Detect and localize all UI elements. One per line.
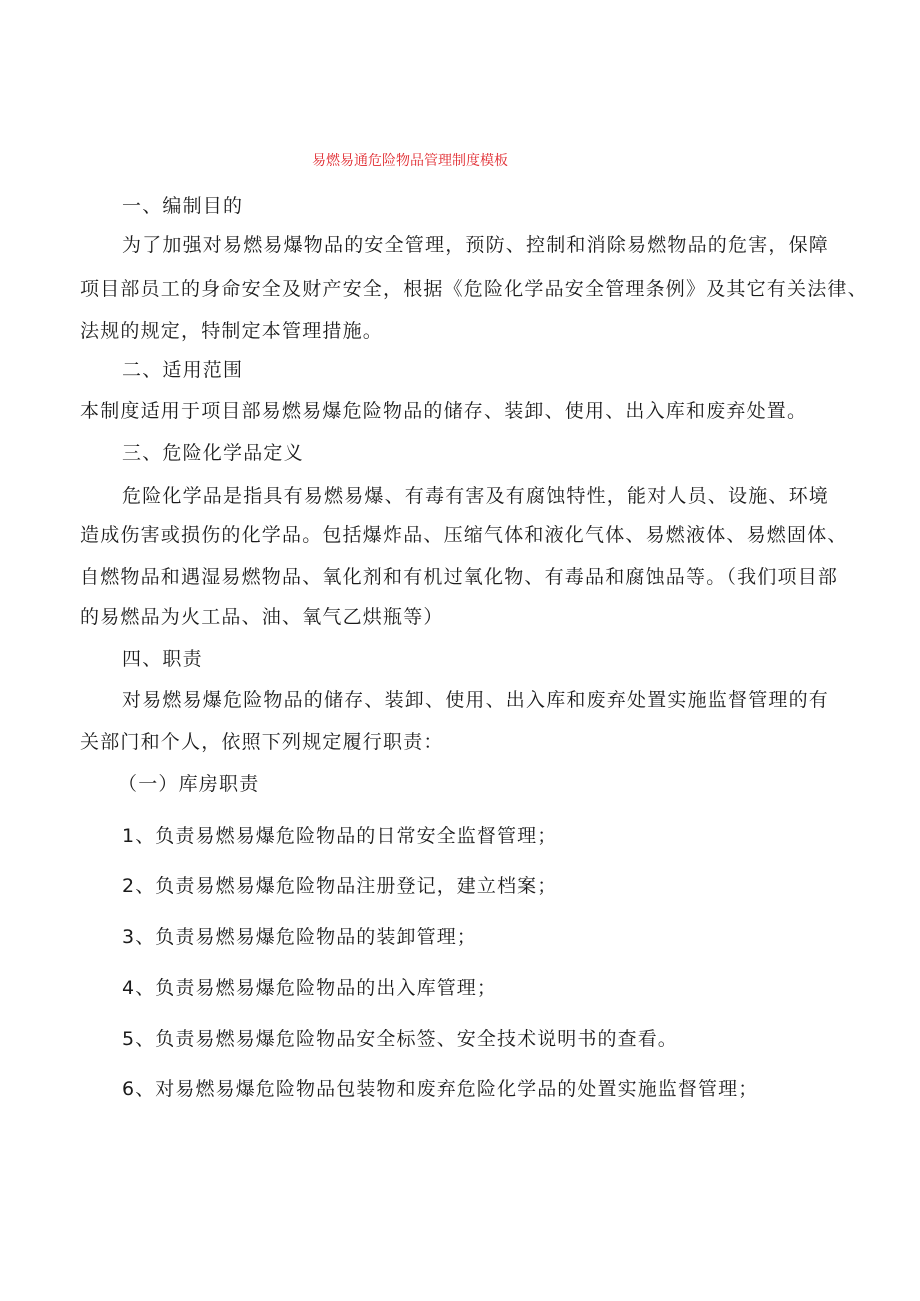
paragraph-line: 法规的规定，特制定本管理措施。 — [80, 320, 384, 342]
paragraph-line: 危险化学品是指具有易燃易爆、有毒有害及有腐蚀特性，能对人员、设施、环境 — [122, 485, 830, 507]
paragraph-line: 为了加强对易燃易爆物品的安全管理，预防、控制和消除易燃物品的危害，保障 — [122, 234, 830, 256]
list-item: 1、负责易燃易爆危险物品的日常安全监督管理； — [122, 825, 558, 847]
paragraph-line: 关部门和个人，依照下列规定履行职责： — [80, 731, 444, 753]
list-item: 2、负责易燃易爆危险物品注册登记，建立档案； — [122, 875, 558, 897]
list-item: 4、负责易燃易爆危险物品的出入库管理； — [122, 977, 497, 999]
paragraph-line: 项目部员工的身命安全及财产安全，根据《危险化学品安全管理条例》及其它有关法律、 — [80, 278, 868, 300]
section-heading-duties: 四、职责 — [122, 648, 203, 670]
list-item: 3、负责易燃易爆危险物品的装卸管理； — [122, 926, 477, 948]
paragraph-line: 的易燃品为火工品、油、氧气乙烘瓶等） — [80, 606, 444, 628]
list-item: 5、负责易燃易爆危险物品安全标签、安全技术说明书的查看。 — [122, 1028, 678, 1050]
list-item: 6、对易燃易爆危险物品包装物和废弃危险化学品的处置实施监督管理； — [122, 1078, 759, 1100]
paragraph-line: 本制度适用于项目部易燃易爆危险物品的储存、装卸、使用、出入库和废弃处置。 — [80, 400, 808, 422]
section-heading-purpose: 一、编制目的 — [122, 195, 244, 217]
section-heading-scope: 二、适用范围 — [122, 359, 244, 381]
paragraph-line: 造成伤害或损伤的化学品。包括爆炸品、压缩气体和液化气体、易燃液体、易燃固体、 — [80, 524, 848, 546]
section-heading-definition: 三、危险化学品定义 — [122, 442, 304, 464]
document-title: 易燃易通危险物品管理制度模板 — [312, 153, 508, 169]
paragraph-line: 自燃物品和遇湿易燃物品、氧化剂和有机过氧化物、有毒品和腐蚀品等。（我们项目部 — [80, 566, 839, 588]
paragraph-line: 对易燃易爆危险物品的储存、装卸、使用、出入库和废弃处置实施监督管理的有 — [122, 689, 830, 711]
subsection-heading-warehouse: （一）库房职责 — [118, 773, 260, 795]
